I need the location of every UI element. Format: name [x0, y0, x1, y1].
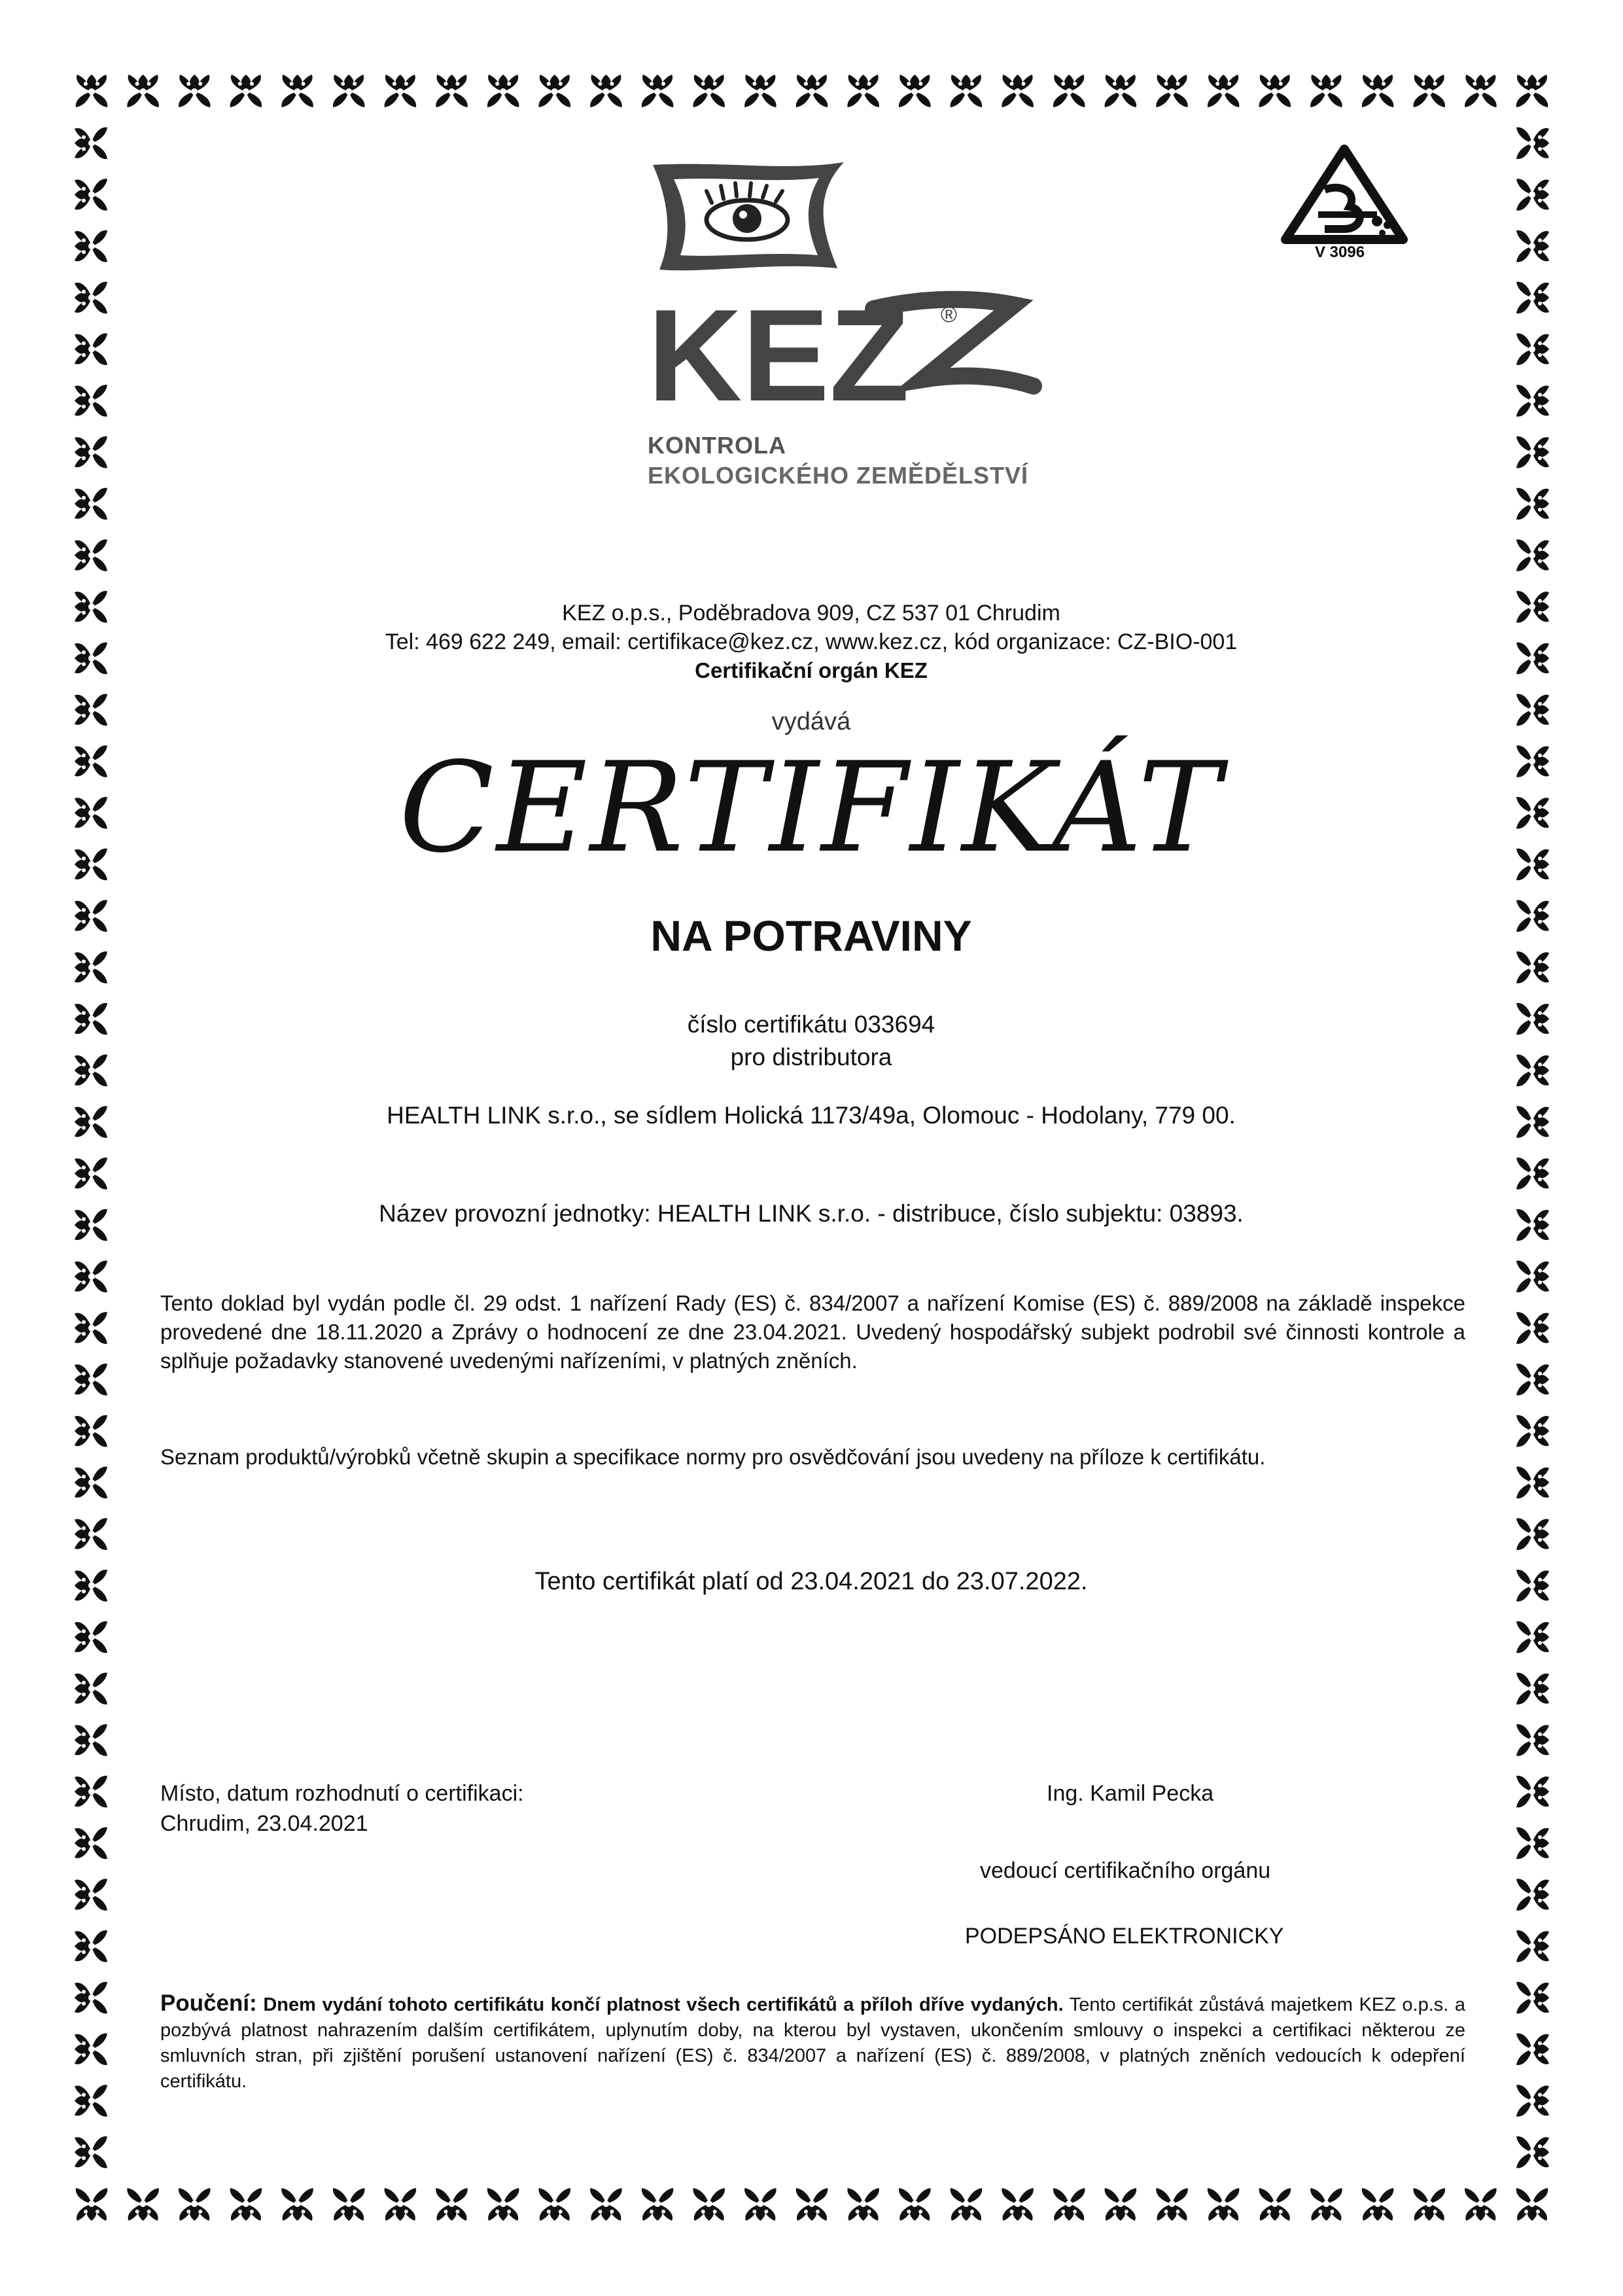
border-ornament	[1465, 2188, 1497, 2221]
border-ornament	[590, 2188, 622, 2221]
border-ornament	[1156, 75, 1188, 107]
border-ornament	[1516, 591, 1549, 623]
validity-period: Tento certifikát platí od 23.04.2021 do 23.07.2022.	[534, 1568, 1088, 1595]
border-ornament	[951, 2188, 983, 2221]
border-ornament	[75, 1570, 107, 1602]
border-ornament	[1516, 2188, 1548, 2221]
border-ornament	[75, 643, 107, 675]
border-ornament	[487, 2188, 519, 2221]
border-ornament	[1105, 75, 1137, 107]
legal-basis-paragraph: Tento doklad byl vydán podle čl. 29 odst. 1 nařízení Rady (ES) č. 834/2007 a nařízení Komise (ES) č. 889/2008 na základě inspekce provedené dne 18.11.2020 a Zprávy o hodnocení ze dne 23.04.2021. Uvedený hospodářský subjekt podrobil své činnosti kontrole a splňuje požadavky stanovené uvedenými nařízeními, v platných zněních.	[160, 1291, 1465, 1373]
border-ornament	[385, 2188, 417, 2221]
border-ornament	[744, 75, 777, 107]
border-ornament	[75, 488, 107, 520]
border-ornament	[1516, 2034, 1549, 2066]
border-ornament	[75, 694, 107, 726]
border-ornament	[1516, 127, 1549, 159]
border-ornament	[436, 2188, 468, 2221]
border-ornament	[75, 1415, 107, 1447]
border-ornament	[1516, 1364, 1549, 1396]
border-ornament	[1516, 75, 1548, 107]
border-ornament	[1310, 2188, 1342, 2221]
border-ornament	[796, 2188, 828, 2221]
border-ornament	[1516, 1930, 1549, 1962]
border-ornament	[1516, 2136, 1549, 2168]
place-date-value: Chrudim, 23.04.2021	[160, 1811, 368, 1836]
border-ornament	[1516, 694, 1549, 726]
border-ornament	[1516, 230, 1549, 262]
certificate-number: číslo certifikátu 033694	[687, 1011, 935, 1038]
border-ornament	[75, 1879, 107, 1911]
notice-bold-text: Dnem vydání tohoto certifikátu končí platnost všech certifikátů a příloh dříve vydaných.	[263, 1994, 1064, 2015]
border-ornament	[1516, 1982, 1549, 2014]
border-ornament	[75, 1157, 107, 1190]
place-date-label: Místo, datum rozhodnutí o certifikaci:	[160, 1781, 524, 1806]
border-ornament	[75, 127, 107, 159]
notice-text: Tento certifikát zůstává majetkem KEZ o.p.s. a pozbývá platnost nahrazením dalším certifikátem, uplynutím doby, na kterou byl vystaven, ukončením smlouvy o inspekci a certifikaci některou ze smluvních stran, při zjištění porušení ustanovení nařízení (ES) č. 834/2007 a nařízení (ES) č. 889/2008, v platných zněních vedoucích k odepření certifikátu.	[160, 1994, 1466, 2092]
border-ornament	[539, 75, 571, 107]
certificate-for: pro distributora	[730, 1044, 892, 1070]
border-ornament	[1516, 951, 1549, 983]
border-ornament	[1259, 2188, 1291, 2221]
border-ornament	[75, 1209, 107, 1241]
logo-line-1: KONTROLA	[648, 432, 786, 459]
issuer-address: KEZ o.p.s., Poděbradova 909, CZ 537 01 Chrudim	[562, 601, 1060, 626]
border-ornament	[1310, 75, 1342, 107]
issuer-contact: Tel: 469 622 249, email: certifikace@kez.cz, www.kez.cz, kód organizace: CZ-BIO-001	[385, 629, 1238, 654]
border-ornament	[1516, 1157, 1549, 1190]
border-ornament	[1516, 179, 1549, 211]
border-ornament	[1516, 1518, 1549, 1550]
signer-role: vedoucí certifikačního orgánu	[980, 1858, 1271, 1883]
border-ornament	[847, 75, 879, 107]
company-name: HEALTH LINK s.r.o., se sídlem Holická 1173/49a, Olomouc - Hodolany, 779 00.	[387, 1102, 1236, 1129]
border-ornament	[1362, 2188, 1394, 2221]
border-ornament	[75, 797, 107, 829]
border-ornament	[75, 900, 107, 932]
border-ornament	[385, 75, 417, 107]
border-ornament	[1516, 1415, 1549, 1447]
border-ornament	[75, 385, 107, 417]
border-ornament	[75, 2034, 107, 2066]
border-ornament	[487, 75, 519, 107]
border-ornament	[1516, 1209, 1549, 1241]
border-ornament	[75, 179, 107, 211]
registered-mark: ®	[941, 302, 958, 327]
accreditation-code: V 3096	[1315, 243, 1365, 261]
border-ornament	[333, 2188, 365, 2221]
border-ornament	[1516, 2085, 1549, 2117]
border-ornament	[1413, 75, 1445, 107]
border-ornament	[899, 75, 931, 107]
border-ornament	[590, 75, 622, 107]
signer-name: Ing. Kamil Pecka	[1047, 1781, 1214, 1806]
border-ornament	[75, 849, 107, 881]
issues-label: vydává	[771, 708, 851, 735]
border-ornament	[1516, 1776, 1549, 1808]
issuer-body: Certifikační orgán KEZ	[695, 658, 928, 682]
border-ornament	[1516, 1312, 1549, 1344]
border-ornament	[1516, 1672, 1549, 1704]
border-ornament	[179, 75, 211, 107]
border-ornament	[75, 1518, 107, 1550]
border-ornament	[1413, 2188, 1445, 2221]
border-ornament	[76, 75, 108, 107]
border-ornament	[1516, 849, 1549, 881]
border-ornament	[75, 1982, 107, 2014]
border-ornament	[75, 282, 107, 314]
border-ornament	[75, 1312, 107, 1344]
border-ornament	[847, 2188, 879, 2221]
border-ornament	[1362, 75, 1394, 107]
border-ornament	[75, 1930, 107, 1962]
border-ornament	[1259, 75, 1291, 107]
border-ornament	[75, 1055, 107, 1087]
border-ornament	[1516, 745, 1549, 777]
border-ornament	[1516, 436, 1549, 468]
border-ornament	[1516, 282, 1549, 314]
certificate-subtitle: NA POTRAVINY	[650, 911, 972, 960]
border-ornament	[744, 2188, 777, 2221]
kez-wordmark: KEZ	[648, 283, 909, 429]
border-ornament	[75, 951, 107, 983]
border-ornament	[1002, 75, 1034, 107]
border-ornament	[75, 539, 107, 571]
border-ornament	[1053, 75, 1085, 107]
border-ornament	[693, 75, 725, 107]
operating-unit: Název provozní jednotky: HEALTH LINK s.r.o. - distribuce, číslo subjektu: 03893.	[379, 1200, 1244, 1227]
border-ornament	[75, 745, 107, 777]
border-ornament	[796, 75, 828, 107]
border-ornament	[1002, 2188, 1034, 2221]
border-ornament	[333, 75, 365, 107]
border-ornament	[642, 2188, 674, 2221]
border-ornament	[1516, 797, 1549, 829]
border-ornament	[1516, 539, 1549, 571]
border-ornament	[75, 2085, 107, 2117]
border-ornament	[76, 2188, 108, 2221]
border-ornament	[1465, 75, 1497, 107]
electronic-signature-note: PODEPSÁNO ELEKTRONICKY	[965, 1924, 1284, 1949]
border-ornament	[693, 2188, 725, 2221]
border-ornament	[1516, 1570, 1549, 1602]
border-ornament	[75, 333, 107, 365]
border-ornament	[75, 1724, 107, 1756]
border-ornament	[1516, 643, 1549, 675]
border-ornament	[899, 2188, 931, 2221]
certificate-title: CERTIFIKÁT	[398, 735, 1224, 880]
border-ornament	[1516, 1724, 1549, 1756]
border-ornament	[75, 1364, 107, 1396]
border-ornament	[75, 1828, 107, 1860]
border-ornament	[281, 75, 313, 107]
border-ornament	[1208, 2188, 1240, 2221]
border-ornament	[1516, 1055, 1549, 1087]
border-ornament	[127, 2188, 159, 2221]
border-ornament	[1156, 2188, 1188, 2221]
border-ornament	[539, 2188, 571, 2221]
border-ornament	[1516, 1106, 1549, 1138]
border-ornament	[1053, 2188, 1085, 2221]
logo-line-2: EKOLOGICKÉHO ZEMĚDĚLSTVÍ	[648, 462, 1029, 489]
border-ornament	[75, 1003, 107, 1035]
border-ornament	[179, 2188, 211, 2221]
border-ornament	[75, 591, 107, 623]
product-list-paragraph: Seznam produktů/výrobků včetně skupin a specifikace normy pro osvědčování jsou uvedeny na příloze k certifikátu.	[160, 1445, 1266, 1469]
border-ornament	[75, 230, 107, 262]
border-ornament	[1516, 333, 1549, 365]
notice-paragraph	[160, 1990, 1465, 2094]
border-ornament	[1516, 900, 1549, 932]
border-ornament	[1516, 1261, 1549, 1293]
border-ornament	[75, 1776, 107, 1808]
border-ornament	[436, 75, 468, 107]
border-ornament	[127, 75, 159, 107]
border-ornament	[1516, 1467, 1549, 1499]
notice-label: Poučení:	[160, 1990, 257, 2016]
border-ornament	[642, 75, 674, 107]
border-ornament	[75, 1261, 107, 1293]
border-ornament	[75, 436, 107, 468]
border-ornament	[75, 1672, 107, 1704]
border-ornament	[1516, 1621, 1549, 1653]
border-ornament	[75, 1621, 107, 1653]
border-ornament	[230, 2188, 262, 2221]
border-ornament	[1516, 488, 1549, 520]
border-ornament	[1208, 75, 1240, 107]
border-ornament	[1516, 1003, 1549, 1035]
border-ornament	[1105, 2188, 1137, 2221]
border-ornament	[75, 1467, 107, 1499]
border-ornament	[951, 75, 983, 107]
border-ornament	[75, 1106, 107, 1138]
border-ornament	[1516, 385, 1549, 417]
border-ornament	[75, 2136, 107, 2168]
border-ornament	[230, 75, 262, 107]
border-ornament	[1516, 1828, 1549, 1860]
border-ornament	[1516, 1879, 1549, 1911]
border-ornament	[281, 2188, 313, 2221]
